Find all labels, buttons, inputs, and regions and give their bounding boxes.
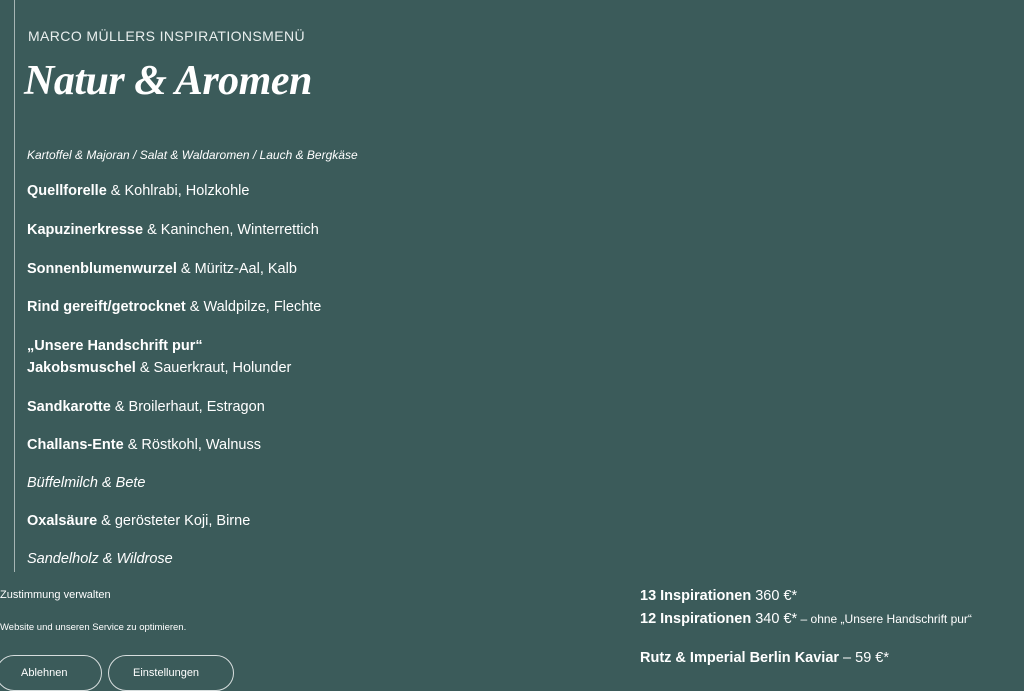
course-main: Rind gereift/getrocknet	[27, 299, 186, 315]
course-main: Quellforelle	[27, 183, 107, 199]
consent-text: Website und unseren Service zu optimieren.	[0, 622, 187, 633]
course-side: & Sauerkraut, Holunder	[135, 360, 292, 376]
course-2	[27, 222, 319, 238]
menu-intro: Kartoffel & Majoran / Salat & Waldaromen / Lauch & Bergkäse	[27, 148, 358, 162]
course-side: & Röstkohl, Walnuss	[123, 437, 261, 453]
vertical-divider	[14, 0, 15, 572]
course-main: Kapuzinerkresse	[27, 222, 144, 238]
course-main: Challans-Ente	[27, 437, 124, 453]
price-value: – 59 €*	[839, 650, 890, 666]
course-side: & Waldpilze, Flechte	[185, 299, 322, 315]
course-3	[27, 261, 297, 277]
course-side: & Kaninchen, Winterrettich	[143, 222, 319, 238]
course-4	[27, 299, 321, 315]
course-6	[27, 399, 265, 415]
price-label: Rutz & Imperial Berlin Kaviar	[640, 650, 840, 666]
price-label: 12 Inspirationen	[640, 611, 752, 627]
course-main: Jakobsmuschel	[27, 360, 136, 376]
course-side: & Kohlrabi, Holzkohle	[106, 183, 250, 199]
course-1	[27, 183, 249, 199]
consent-decline-button[interactable]: Ablehnen	[0, 655, 102, 691]
price-12	[640, 611, 972, 627]
course-5-label	[27, 338, 203, 354]
course-label: „Unsere Handschrift pur“	[27, 338, 203, 354]
price-note: – ohne „Unsere Handschrift pur“	[797, 612, 972, 626]
price-value: 340 €*	[751, 611, 798, 627]
price-13	[640, 588, 797, 604]
course-main: Sandkarotte	[27, 399, 111, 415]
consent-settings-button[interactable]: Einstellungen	[108, 655, 234, 691]
course-8: Büffelmilch & Bete	[27, 475, 146, 491]
price-value: 360 €*	[751, 588, 798, 604]
course-7	[27, 437, 261, 453]
course-side: & Müritz-Aal, Kalb	[176, 261, 297, 277]
menu-subtitle: MARCO MÜLLERS INSPIRATIONSMENÜ	[28, 28, 305, 44]
course-10: Sandelholz & Wildrose	[27, 551, 173, 567]
price-label: 13 Inspirationen	[640, 588, 752, 604]
menu-title: Natur & Aromen	[24, 58, 312, 104]
course-side: & gerösteter Koji, Birne	[97, 513, 251, 529]
course-9	[27, 513, 250, 529]
course-main: Oxalsäure	[27, 513, 98, 529]
course-main: Sonnenblumenwurzel	[27, 261, 177, 277]
course-side: & Broilerhaut, Estragon	[110, 399, 265, 415]
course-5	[27, 360, 291, 376]
consent-title: Zustimmung verwalten	[0, 589, 111, 601]
price-caviar	[640, 650, 889, 666]
